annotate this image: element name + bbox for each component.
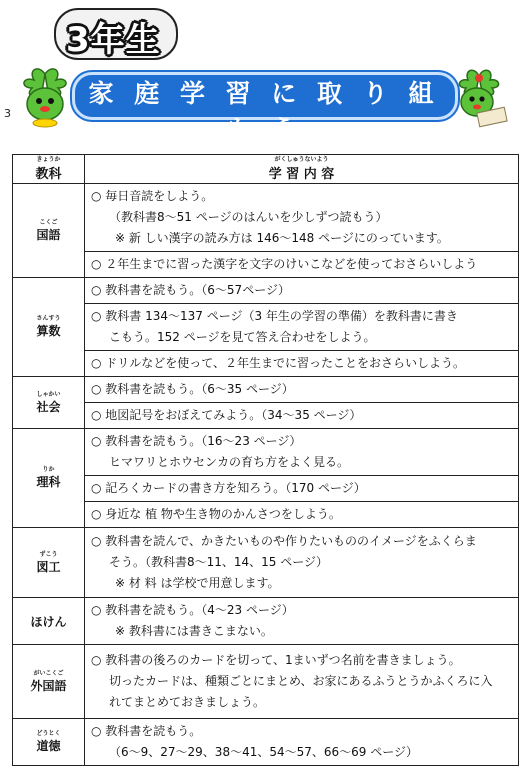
table-row — [13, 403, 519, 429]
subject-name: 道徳 — [36, 739, 61, 753]
subject-cell — [13, 377, 85, 429]
content-line: ○ 教科書 134～137 ページ（3 年生の学習の準備）を教科書に書き — [91, 309, 458, 323]
study-schedule-table — [12, 154, 519, 766]
subject-ruby: どうとく — [36, 730, 61, 737]
page-number: 3 — [4, 107, 11, 120]
subject-name: 理科 — [36, 475, 61, 489]
content-line: ※ 教科書には書きこまない。 — [115, 624, 273, 638]
mascot-left-icon — [14, 66, 76, 128]
content-cell — [85, 476, 519, 502]
subject-cell — [13, 598, 85, 645]
content-line: ○ 教科書の後ろのカードを切って、1まいずつ名前を書きましょう。 — [91, 653, 461, 667]
subject-cell — [13, 719, 85, 766]
grade-title: 3年生 — [66, 20, 161, 60]
content-line: （教科書8～51 ページのはんいを少しずつ読もう） — [109, 210, 388, 224]
content-header-ruby: がくしゅうないよう — [274, 156, 329, 163]
table-row — [13, 719, 519, 766]
table-row — [13, 476, 519, 502]
content-line: ○ 毎日音読をしよう。 — [91, 189, 214, 203]
content-line: ○ 教科書を読もう。（4～23 ページ） — [91, 603, 294, 617]
subject-ruby: ずこう — [39, 550, 58, 558]
table-row — [13, 304, 519, 351]
table-row — [13, 351, 519, 377]
table-row — [13, 645, 519, 719]
content-line: ○ 教科書を読もう。（6～57ページ） — [91, 283, 290, 297]
subject-ruby: さんすう — [36, 315, 61, 322]
subject-cell — [13, 184, 85, 278]
content-cell — [85, 645, 519, 719]
subject-header-ruby: きょうか — [36, 156, 61, 163]
subject-cell — [13, 528, 85, 598]
subject-name: 社会 — [36, 399, 61, 414]
table-row — [13, 429, 519, 476]
subject-name: 算数 — [36, 324, 61, 338]
content-cell — [85, 278, 519, 304]
subject-ruby: しゃかい — [36, 390, 61, 398]
table-row — [13, 502, 519, 528]
table-row — [13, 252, 519, 278]
content-cell — [85, 252, 519, 278]
content-line: ○ 教科書を読もう。（16～23 ページ） — [91, 434, 302, 448]
content-line: 切ったカードは、種類ごとにまとめ、お家にあるふうとうかふくろに入 — [109, 674, 493, 688]
content-line: ○ ドリルなどを使って、２年生までに習ったことをおさらいしよう。 — [91, 356, 466, 370]
content-cell — [85, 528, 519, 598]
content-line: ○ 記ろくカードの書き方を知ろう。（170 ページ） — [91, 481, 366, 495]
subject-ruby: がいこくご — [33, 669, 64, 677]
content-line: （6～9、27～29、38～41、54～57、66～69 ページ） — [109, 745, 419, 759]
content-cell — [85, 184, 519, 252]
content-line: こもう。152 ページを見て答え合わせをしよう。 — [109, 330, 376, 344]
subject-name: 国語 — [36, 227, 61, 242]
subject-name: 外国語 — [30, 678, 67, 693]
content-header-label: 学 習 内 容 — [268, 167, 335, 182]
content-line: ○ 教科書を読もう。 — [91, 724, 202, 738]
subject-cell — [13, 278, 85, 377]
content-cell — [85, 719, 519, 766]
table-row — [13, 528, 519, 598]
content-cell — [85, 598, 519, 645]
banner-title: 家 庭 学 習 に 取 り 組 も う — [88, 79, 440, 144]
subject-cell — [13, 645, 85, 719]
content-line: ○ 教科書を読もう。（6～35 ページ） — [91, 382, 294, 396]
content-line: ○ 身近な 植 物や生き物のかんさつをしよう。 — [91, 507, 341, 521]
table-row — [13, 184, 519, 252]
subject-name: 図工 — [36, 559, 61, 574]
content-column-header — [85, 155, 519, 184]
table-row — [13, 377, 519, 403]
table-row — [13, 278, 519, 304]
content-cell — [85, 502, 519, 528]
content-cell — [85, 351, 519, 377]
content-cell — [85, 377, 519, 403]
content-line: ○ ２年生までに習った漢字を文字のけいこなどを使っておさらいしよう — [91, 257, 478, 271]
subject-header-label: 教科 — [35, 167, 62, 182]
subject-name: ほけん — [30, 614, 67, 629]
content-line: ○ 地図記号をおぼえてみよう。（34～35 ページ） — [91, 408, 362, 422]
content-line: ○ 教科書を読んで、かきたいものや作りたいもののイメージをふくらま — [91, 534, 477, 548]
content-line: ヒマワリとホウセンカの育ち方をよく見る。 — [109, 455, 350, 469]
content-cell — [85, 304, 519, 351]
table-row — [13, 598, 519, 645]
content-line: そう。（教科書8～11、14、15 ページ） — [109, 555, 329, 569]
content-line: ※ 新 しい漢字の読み方は 146～148 ページにのっています。 — [115, 231, 449, 245]
content-cell — [85, 403, 519, 429]
subject-cell — [13, 429, 85, 528]
subject-column-header — [13, 155, 85, 184]
content-line: ※ 材 料 は学校で用意します。 — [115, 576, 280, 590]
subject-ruby: こくご — [39, 218, 58, 226]
subject-ruby: りか — [42, 466, 55, 473]
content-cell — [85, 429, 519, 476]
mascot-right-icon — [448, 66, 510, 128]
table-header-row — [13, 155, 519, 184]
content-line: れてまとめておきましょう。 — [109, 695, 266, 709]
